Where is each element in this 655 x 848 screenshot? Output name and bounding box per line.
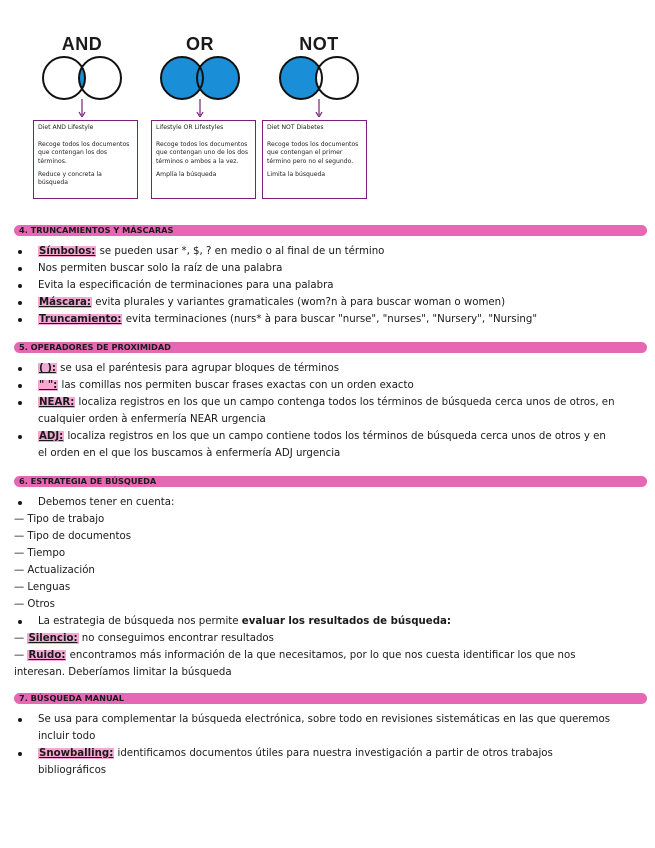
item-text: localiza registros en los que un campo contenga todos los términos de búsqueda cerca unos de otros, en: [75, 397, 615, 408]
item-text: identificamos documentos útiles para nuestra investigación a partir de otros trabajos: [114, 748, 553, 759]
item-text: las comillas nos permiten buscar frases exactas con un orden exacto: [58, 380, 414, 391]
item-text: Se usa para complementar la búsqueda electrónica, sobre todo en revisiones sistemáticas en las que queremos: [38, 714, 611, 725]
section-6-title: 6. ESTRATEGIA DE BÚSQUEDA: [19, 476, 157, 486]
venn-title: OR: [186, 34, 214, 54]
item-text: el orden en el que los buscamos à enfermería ADJ urgencia: [38, 448, 341, 459]
item-text: Evita la especificación de terminaciones para una palabra: [38, 280, 334, 291]
item-text: se usa el paréntesis para agrupar bloques de términos: [56, 363, 340, 374]
keyword-snowballing: Snowballing:: [39, 748, 114, 759]
item-text: no conseguimos encontrar resultados: [78, 633, 274, 644]
keyword-ruido: Ruido:: [28, 650, 66, 661]
section-5-title: 5. OPERADORES DE PROXIMIDAD: [19, 342, 171, 352]
keyword-simbolos: Símbolos:: [39, 246, 96, 257]
box-and: [33, 120, 138, 199]
bold-phrase: evaluar los resultados de búsqueda:: [241, 616, 451, 627]
item-text: — Actualización: [14, 565, 95, 576]
box-not-head: Diet NOT Diabetes: [267, 124, 324, 131]
keyword-comillas: " ":: [39, 380, 58, 391]
box-not-note: Limita la búsqueda: [267, 170, 326, 178]
box-and-head: Diet AND Lifestyle: [38, 124, 94, 131]
box-and-desc: Recoge todos los documentos que contengan los dos términos.: [38, 141, 130, 165]
box-or-desc: Recoge todos los documentos que contengan uno de los dos términos o ambos a la vez.: [156, 141, 249, 165]
box-not: [262, 120, 367, 199]
keyword-silencio: Silencio:: [28, 633, 78, 644]
item-text: — Tiempo: [14, 548, 66, 559]
item-text: localiza registros en los que un campo contiene todos los términos de búsqueda cerca unos de otros y en: [64, 431, 606, 442]
item-text: Debemos tener en cuenta:: [38, 497, 175, 508]
venn-not-diagram: [259, 55, 379, 117]
item-text: cualquier orden à enfermería NEAR urgencia: [38, 414, 266, 425]
item-text: Nos permiten buscar solo la raíz de una palabra: [38, 263, 283, 274]
item-text: bibliográficos: [38, 765, 107, 776]
item-text: se pueden usar *, $, ? en medio o al final de un término: [96, 246, 385, 257]
venn-title: NOT: [299, 34, 339, 54]
dash: —: [14, 633, 28, 644]
item-text: — Lenguas: [14, 582, 71, 593]
keyword-adj: ADJ:: [39, 431, 64, 442]
keyword-truncamiento: Truncamiento:: [39, 314, 122, 325]
venn-or-diagram: [140, 55, 260, 117]
venn-and-diagram: [22, 55, 142, 117]
box-not-desc: Recoge todos los documentos que contengan el primer término pero no el segundo.: [267, 141, 359, 165]
item-text: interesan. Deberíamos limitar la búsqueda: [14, 667, 232, 678]
box-or-head: Lifestyle OR Lifestyles: [156, 124, 224, 131]
item-text: — Tipo de trabajo: [14, 514, 105, 525]
keyword-parentesis: ( ):: [39, 363, 56, 374]
item-text: encontramos más información de la que necesitamos, por lo que nos cuesta identificar los que nos: [66, 650, 576, 661]
item-text: La estrategia de búsqueda nos permite: [38, 616, 242, 627]
section-4-title: 4. TRUNCAMIENTOS Y MÁSCARAS: [19, 225, 174, 235]
item-text: evita plurales y variantes gramaticales (wom?n à para buscar woman o women): [91, 297, 506, 308]
item-text: incluir todo: [38, 731, 96, 742]
box-or: [151, 120, 256, 199]
item-text: — Tipo de documentos: [14, 531, 132, 542]
dash: —: [14, 650, 28, 661]
keyword-mascara: Máscara:: [39, 297, 91, 308]
box-and-note: Reduce y concreta la búsqueda: [38, 170, 102, 187]
section-7-title: 7. BÚSQUEDA MANUAL: [19, 693, 124, 703]
item-text: evita terminaciones (nurs* à para buscar "nurse", "nurses", "Nursery", "Nursing": [122, 314, 538, 325]
venn-title: AND: [61, 34, 103, 54]
item-text: — Otros: [14, 599, 55, 610]
box-or-note: Amplía la búsqueda: [156, 170, 217, 178]
keyword-near: NEAR:: [39, 397, 75, 408]
